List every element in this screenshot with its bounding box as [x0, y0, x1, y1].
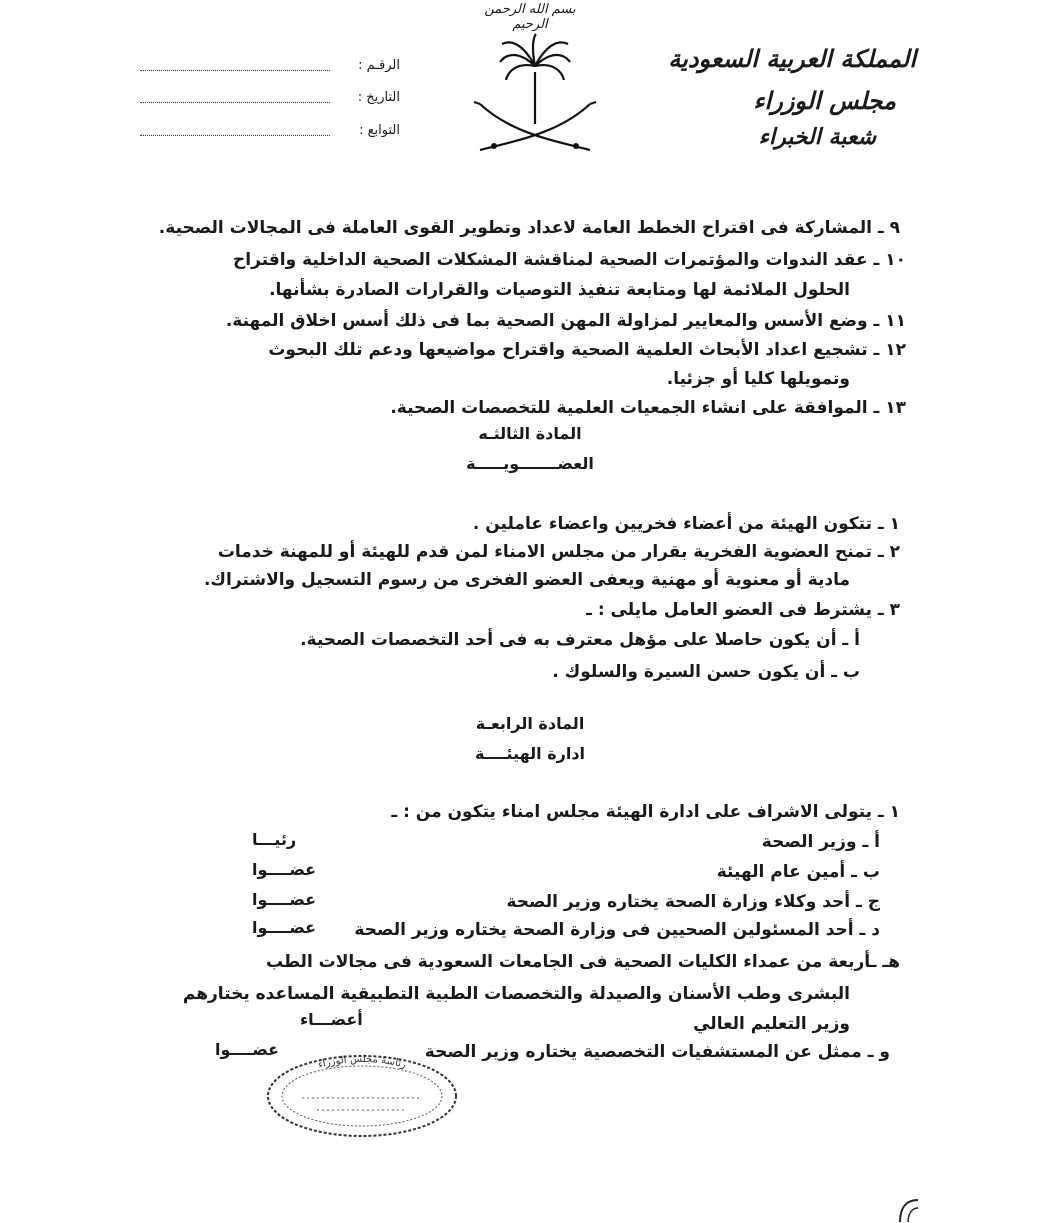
item-9: ٩ ـ المشاركة فى اقتراح الخطط العامة لاعداد وتطوير القوى العاملة فى المجالات الصحية. [158, 218, 900, 238]
article3-item-1: ١ ـ تتكون الهيئة من أعضاء فخريين واعضاء عاملين . [472, 514, 900, 534]
article4-subtitle: ادارة الهيئــــة [474, 744, 586, 763]
article4-item-d-role: عضــــوا [252, 918, 317, 937]
article4-item-a-role: رئيـــا [252, 830, 297, 849]
article4-item-w: و ـ ممثل عن المستشفيات التخصصية يختاره وزير الصحة [424, 1042, 890, 1062]
org-name: المملكة العربية السعودية [668, 44, 916, 73]
article3-subtitle: العضـــــــويـــــة [466, 454, 594, 473]
meta-number-line [140, 70, 330, 71]
basmala: بسم الله الرحمن الرحيم [484, 2, 576, 32]
article3-item-2-cont: مادية أو معنوية أو مهنية ويعفى العضو الفخرى من رسوم التسجيل والاشتراك. [203, 570, 850, 590]
palm-and-swords-emblem [470, 32, 600, 156]
article4-item-h-cont1: البشرى وطب الأسنان والصيدلة والتخصصات الطبية التطبيقية المساعده يختارهم [182, 984, 850, 1004]
meta-date-line [140, 102, 330, 103]
meta-attachments-line [140, 135, 330, 136]
article4-item-d: د ـ أحد المسئولين الصحيين فى وزارة الصحة يختاره وزير الصحة [354, 920, 880, 940]
article4-item-w-role: عضــــوا [215, 1040, 280, 1059]
meta-number-label: الرقـم : [358, 58, 400, 73]
article4-item-b-role: عضــــوا [252, 860, 317, 879]
article4-title: المادة الرابعـة [475, 714, 585, 733]
article4-item-b: ب ـ أمين عام الهيئة [716, 862, 880, 882]
stamp-text: رئاسة مجلس الوزراء [316, 1053, 408, 1071]
meta-date-label: التاريخ : [357, 90, 400, 105]
article3-item-3a: أ ـ أن يكون حاصلا على مؤهل معترف به فى أحد التخصصات الصحية. [300, 630, 860, 650]
article3-item-3b: ب ـ أن يكون حسن السيرة والسلوك . [552, 662, 860, 682]
official-stamp [262, 1050, 462, 1140]
item-10: ١٠ ـ عقد الندوات والمؤتمرات الصحية لمناقشة المشكلات الصحية الداخلية واقتراح [233, 250, 906, 270]
article4-item-h-role: أعضـــاء [300, 1010, 363, 1029]
article4-item-a: أ ـ وزير الصحة [761, 832, 880, 852]
org-department: شعبة الخبراء [758, 124, 876, 150]
article3-item-2: ٢ ـ تمنح العضوية الفخرية بقرار من مجلس الامناء لمن قدم للهيئة أو للمهنة خدمات [217, 542, 900, 562]
item-10-cont: الحلول الملائمة لها ومتابعة تنفيذ التوصيات والقرارات الصادرة بشأنها. [269, 280, 850, 300]
article3-title: المادة الثالثـه [478, 424, 582, 443]
meta-attachments [140, 123, 400, 145]
meta-date [140, 90, 400, 112]
article4-item-c-role: عضــــوا [252, 890, 317, 909]
org-council: مجلس الوزراء [753, 86, 896, 115]
article4-item-h-cont2: وزير التعليم العالي [693, 1014, 850, 1034]
item-11: ١١ ـ وضع الأسس والمعايير لمزاولة المهن الصحية بما فى ذلك أسس اخلاق المهنة. [225, 311, 906, 331]
item-13: ١٣ ـ الموافقة على انشاء الجمعيات العلمية للتخصصات الصحية. [390, 398, 906, 418]
meta-number [140, 58, 400, 80]
page-corner-mark [896, 1196, 920, 1223]
article4-item-h: هـ ـأربعة من عمداء الكليات الصحية فى الجامعات السعودية فى مجالات الطب [266, 952, 900, 972]
meta-attachments-label: التوابع : [359, 123, 400, 138]
article3-item-3: ٣ ـ يشترط فى العضو العامل مايلى : ـ [586, 600, 900, 620]
item-12-cont: وتمويلها كليا أو جزئيا. [666, 369, 850, 389]
article4-intro: ١ ـ يتولى الاشراف على ادارة الهيئة مجلس امناء يتكون من : ـ [391, 802, 900, 822]
item-12: ١٢ ـ تشجيع اعداد الأبحاث العلمية الصحية واقتراح مواضيعها ودعم تلك البحوث [268, 340, 906, 360]
article4-item-c: ج ـ أحد وكلاء وزارة الصحة يختاره وزير الصحة [506, 892, 880, 912]
